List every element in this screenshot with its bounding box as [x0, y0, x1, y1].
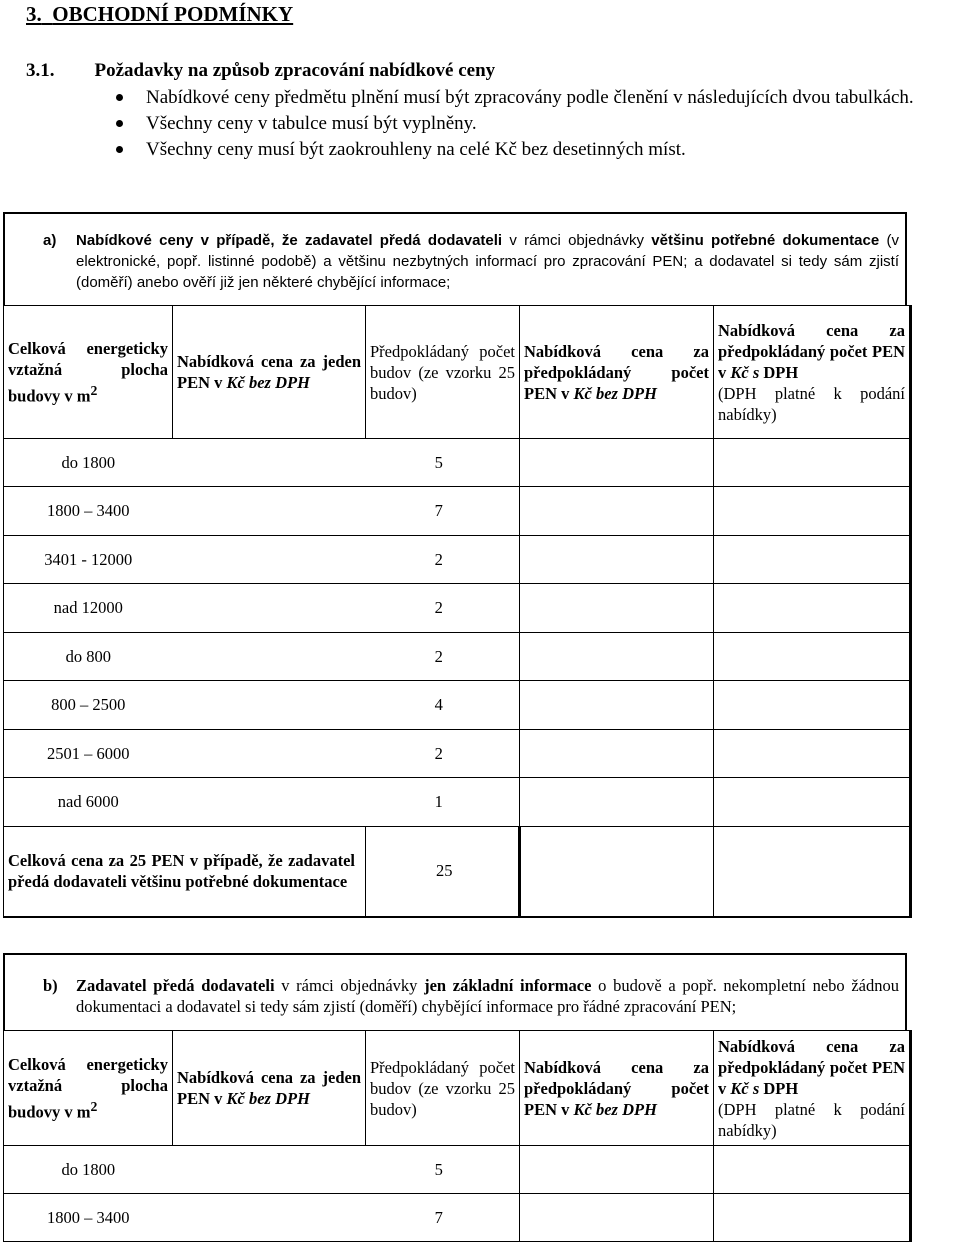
- table-row: [4, 778, 911, 827]
- vat-cell[interactable]: [714, 584, 911, 633]
- subsection-heading: [26, 60, 495, 82]
- table-row: [4, 584, 911, 633]
- vat-cell[interactable]: [714, 536, 911, 584]
- area-cell: 3401 - 12000: [4, 536, 173, 584]
- total-count: 25: [366, 827, 520, 917]
- table-row: [4, 730, 911, 778]
- total-cell[interactable]: [520, 778, 714, 827]
- section-title: OBCHODNÍ PODMÍNKY: [52, 2, 294, 26]
- intro-text: (v elektronické, popř. listinné podobě) a většinu nezbytných informací pro zpracování PEN; a dodavatel si tedy sám zjistí (doměří) anebo ověří již jen některé chybějící informace;: [76, 232, 899, 291]
- count-cell: 7: [173, 487, 520, 536]
- header-price-total: Nabídková cena za předpokládaný počet PEN v Kč bez DPH: [520, 306, 714, 439]
- header-count: Předpokládaný počet budov (ze vzorku 25 budov): [366, 1031, 520, 1146]
- vat-cell[interactable]: [714, 439, 911, 487]
- header-price-one: Nabídková cena za jeden PEN v Kč bez DPH: [173, 1031, 366, 1146]
- count-cell: 2: [173, 633, 520, 681]
- count-cell: 7: [173, 1194, 520, 1242]
- area-cell: 800 – 2500: [4, 681, 173, 730]
- section-number: 3.: [26, 2, 42, 26]
- total-cell[interactable]: [520, 730, 714, 778]
- table-row: [4, 487, 911, 536]
- table-row: [4, 439, 911, 487]
- table-row: [4, 1194, 911, 1242]
- requirements-list: [116, 86, 956, 164]
- area-cell: 1800 – 3400: [4, 487, 173, 536]
- vat-cell[interactable]: [714, 681, 911, 730]
- total-cell[interactable]: [520, 439, 714, 487]
- count-cell: 5: [173, 439, 520, 487]
- total-cell[interactable]: [520, 681, 714, 730]
- count-cell: 4: [173, 681, 520, 730]
- total-label: Celková cena za 25 PEN v případě, že zadavatel předá dodavateli většinu potřebné dokumentace: [4, 827, 366, 917]
- intro-text: o budově a popř. nekompletní nebo žádnou dokumentaci a dodavatel si tedy sám zjistí (doměří) chybějící informace pro řádné zpracování PEN;: [76, 976, 899, 1016]
- table-total-row: [4, 827, 911, 917]
- section-heading: [26, 2, 293, 27]
- table-b-label: b): [43, 976, 58, 995]
- count-cell: 2: [173, 536, 520, 584]
- total-cell[interactable]: [520, 487, 714, 536]
- header-price-one: Nabídková cena za jeden PEN v Kč bez DPH: [173, 306, 366, 439]
- area-cell: 1800 – 3400: [4, 1194, 173, 1242]
- total-cell[interactable]: [520, 633, 714, 681]
- subsection-number: 3.1.: [26, 60, 55, 81]
- table-a-label: a): [43, 232, 57, 249]
- vat-cell[interactable]: [714, 1146, 911, 1194]
- list-item: Všechny ceny v tabulce musí být vyplněny.: [116, 112, 956, 135]
- total-cell[interactable]: [520, 1146, 714, 1194]
- header-area: Celková energeticky vztažná plocha budovy v $m^2$: [4, 306, 173, 439]
- list-item: Všechny ceny musí být zaokrouhleny na celé Kč bez desetinných míst.: [116, 138, 956, 161]
- count-cell: 1: [173, 778, 520, 827]
- table-row: [4, 633, 911, 681]
- count-cell: 2: [173, 584, 520, 633]
- vat-cell[interactable]: [714, 633, 911, 681]
- total-price-cell[interactable]: [520, 827, 714, 917]
- vat-cell[interactable]: [714, 487, 911, 536]
- table-b: [3, 1030, 912, 1242]
- area-cell: do 1800: [4, 1146, 173, 1194]
- intro-bold-text: Zadavatel předá dodavateli: [76, 976, 275, 995]
- area-cell: do 800: [4, 633, 173, 681]
- header-price-vat: Nabídková cena za předpokládaný počet PEN v Kč s DPH (DPH platné k podání nabídky): [714, 306, 911, 439]
- table-row: [4, 536, 911, 584]
- table-row: [4, 1146, 911, 1194]
- table-row: [4, 681, 911, 730]
- intro-text: v rámci objednávky: [502, 232, 652, 249]
- header-count: Předpokládaný počet budov (ze vzorku 25 budov): [366, 306, 520, 439]
- table-a: [3, 305, 912, 918]
- vat-cell[interactable]: [714, 778, 911, 827]
- total-cell[interactable]: [520, 584, 714, 633]
- intro-bold-text: jen základní informace: [424, 976, 592, 995]
- list-item: Nabídkové ceny předmětu plnění musí být zpracovány podle členění v následujících dvou tabulkách.: [116, 86, 956, 109]
- table-a-intro: [3, 212, 907, 306]
- table-header-row: [4, 306, 911, 439]
- table-header-row: [4, 1031, 911, 1146]
- header-price-vat: Nabídková cena za předpokládaný počet PEN v Kč s DPH (DPH platné k podání nabídky): [714, 1031, 911, 1146]
- intro-text: v rámci objednávky: [274, 976, 425, 995]
- total-cell[interactable]: [520, 536, 714, 584]
- total-vat-cell[interactable]: [714, 827, 911, 917]
- total-cell[interactable]: [520, 1194, 714, 1242]
- vat-cell[interactable]: [714, 730, 911, 778]
- area-cell: 2501 – 6000: [4, 730, 173, 778]
- area-cell: nad 6000: [4, 778, 173, 827]
- count-cell: 5: [173, 1146, 520, 1194]
- area-cell: nad 12000: [4, 584, 173, 633]
- intro-bold-text: Nabídkové ceny v případě, že zadavatel předá dodavateli: [76, 232, 503, 249]
- area-cell: do 1800: [4, 439, 173, 487]
- vat-cell[interactable]: [714, 1194, 911, 1242]
- header-area: Celková energeticky vztažná plocha budovy v $m^2$: [4, 1031, 173, 1146]
- count-cell: 2: [173, 730, 520, 778]
- table-b-intro: [3, 953, 907, 1031]
- header-price-total: Nabídková cena za předpokládaný počet PEN v Kč bez DPH: [520, 1031, 714, 1146]
- intro-bold-text: většinu potřebné dokumentace: [651, 232, 880, 249]
- subsection-title: Požadavky na způsob zpracování nabídkové ceny: [94, 60, 496, 81]
